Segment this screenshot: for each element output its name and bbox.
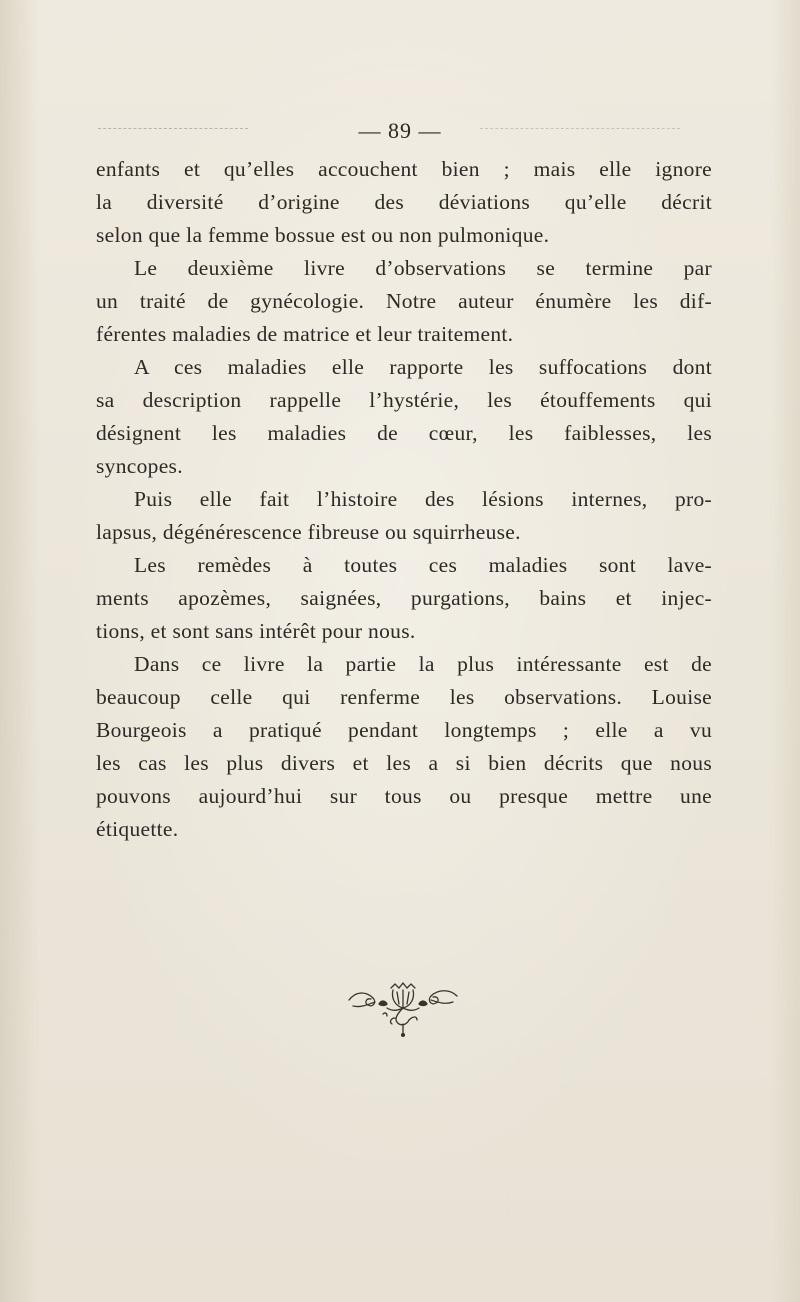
paragraph-5 xyxy=(96,549,712,648)
page-edge-shadow-right xyxy=(770,0,800,1302)
text-line: Bourgeois a pratiqué pendant longtemps ; elle a vu xyxy=(96,718,712,742)
paragraph-6 xyxy=(96,648,712,846)
paragraph-3 xyxy=(96,351,712,483)
page-number: — 89 — xyxy=(358,118,442,143)
paragraph-1 xyxy=(96,153,712,252)
text-line: pouvons aujourd’hui sur tous ou presque mettre une xyxy=(96,784,712,808)
text-line: tions, et sont sans intérêt pour nous. xyxy=(96,619,416,643)
text-line: étiquette. xyxy=(96,817,179,841)
floral-tailpiece-icon xyxy=(343,978,463,1038)
text-line: ments apozèmes, saignées, purgations, bains et injec- xyxy=(96,586,712,610)
text-line: Le deuxième livre d’observations se termine par xyxy=(134,256,712,280)
text-line: un traité de gynécologie. Notre auteur énumère les dif- xyxy=(96,289,712,313)
header-rule-right xyxy=(480,128,680,130)
text-line: Dans ce livre la partie la plus intéressante est de xyxy=(134,652,712,676)
text-line: sa description rappelle l’hystérie, les étouffements qui xyxy=(96,388,712,412)
page-edge-shadow-left xyxy=(0,0,40,1302)
text-line: Les remèdes à toutes ces maladies sont lave- xyxy=(134,553,712,577)
text-line: férentes maladies de matrice et leur traitement. xyxy=(96,322,514,346)
paragraph-2 xyxy=(96,252,712,351)
header-rule-left xyxy=(98,128,248,130)
text-line: lapsus, dégénérescence fibreuse ou squirrheuse. xyxy=(96,520,521,544)
text-line: selon que la femme bossue est ou non pulmonique. xyxy=(96,223,550,247)
body-text xyxy=(96,153,712,846)
text-line: désignent les maladies de cœur, les faiblesses, les xyxy=(96,421,712,445)
text-line: A ces maladies elle rapporte les suffocations dont xyxy=(134,355,712,379)
paragraph-4 xyxy=(96,483,712,549)
text-line: la diversité d’origine des déviations qu’elle décrit xyxy=(96,190,712,214)
text-line: enfants et qu’elles accouchent bien ; mais elle ignore xyxy=(96,157,712,181)
text-line: syncopes. xyxy=(96,454,183,478)
text-line: beaucoup celle qui renferme les observations. Louise xyxy=(96,685,712,709)
text-line: Puis elle fait l’histoire des lésions internes, pro- xyxy=(134,487,712,511)
text-line: les cas les plus divers et les a si bien décrits que nous xyxy=(96,751,712,775)
